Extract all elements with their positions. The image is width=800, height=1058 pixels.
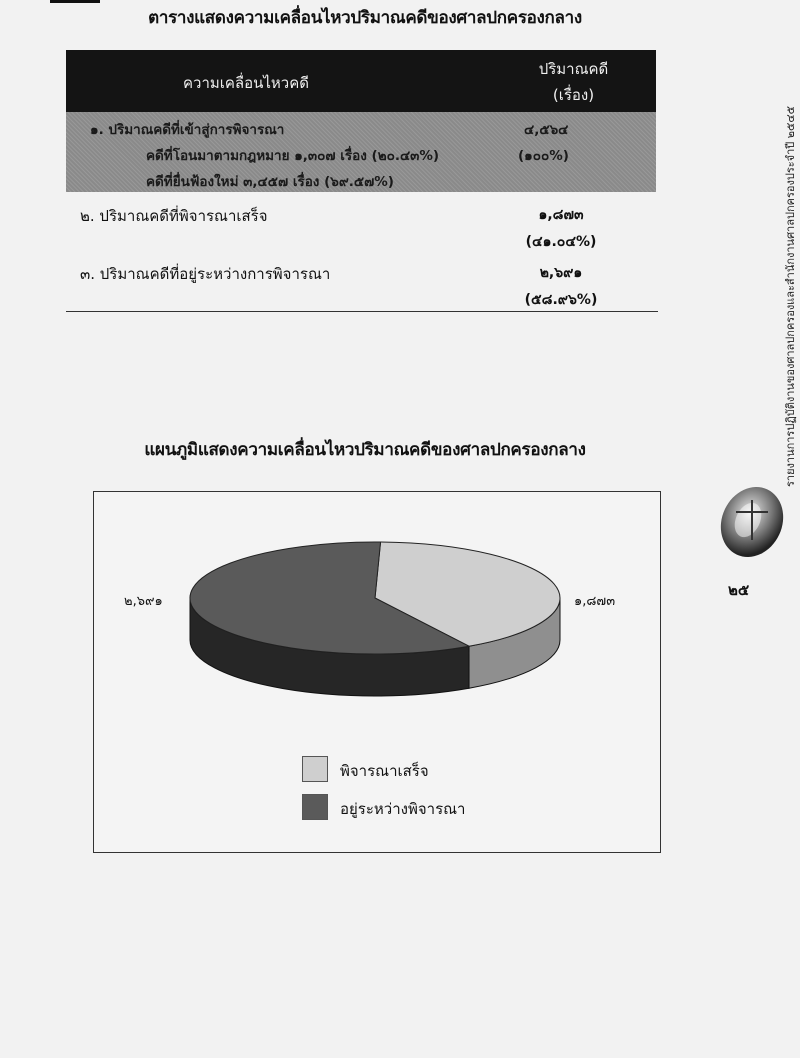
legend-label-completed: พิจารณาเสร็จ: [340, 762, 429, 780]
header-movement: ความเคลื่อนไหวคดี: [182, 74, 309, 92]
row3-pct: (๕๘.๙๖%): [524, 292, 598, 308]
row1-sub-new: คดีที่ยื่นฟ้องใหม่ ๓,๔๕๗ เรื่อง (๖๙.๕๗%): [146, 174, 394, 190]
table-header: [66, 50, 656, 112]
table-bottom-rule: [66, 311, 658, 312]
chart-title: แผนภูมิแสดงความเคลื่อนไหวปริมาณคดีของศาลปกครองกลาง: [144, 440, 586, 460]
pie-chart: [93, 491, 661, 853]
header-quantity: [486, 56, 661, 108]
header-quantity-label: ปริมาณคดี: [538, 60, 609, 78]
row2-pct: (๔๑.๐๔%): [525, 234, 597, 250]
row1-sub-transferred: คดีที่โอนมาตามกฎหมาย ๑,๓๐๗ เรื่อง (๒๐.๔๓%): [146, 148, 440, 164]
row1-label: ๑. ปริมาณคดีที่เข้าสู่การพิจารณา: [90, 122, 285, 138]
row2-label: ๒. ปริมาณคดีที่พิจารณาเสร็จ: [80, 207, 268, 225]
table-title: ตารางแสดงความเคลื่อนไหวปริมาณคดีของศาลปกครองกลาง: [148, 8, 582, 28]
row3-values: [486, 260, 636, 314]
legend-swatch-completed: [302, 756, 328, 782]
header-quantity-unit: (เรื่อง): [552, 86, 595, 104]
row1-pct: (๑๐๐%): [518, 148, 569, 164]
row1-value: ๔,๕๖๔: [524, 122, 569, 138]
pie-chart-svg: [94, 492, 660, 752]
table-row: [66, 112, 656, 192]
table-row: [66, 260, 656, 318]
row3-value: ๒,๖๙๑: [539, 265, 583, 281]
sidebar-report-title: รายงานการปฏิบัติงานของศาลปกครองและสำนักงานศาลปกครองประจำปี ๒๕๔๕: [784, 106, 797, 487]
legend-swatch-pending: [302, 794, 328, 820]
page-number: ๒๕: [728, 581, 750, 599]
data-label-pending: ๒,๖๙๑: [124, 594, 163, 609]
table-row: [66, 202, 656, 260]
data-label-completed: ๑,๘๗๓: [574, 594, 616, 609]
row3-label: ๓. ปริมาณคดีที่อยู่ระหว่างการพิจารณา: [80, 265, 331, 283]
row2-values: [486, 202, 636, 256]
legend-label-pending: อยู่ระหว่างพิจารณา: [340, 800, 466, 818]
movement-table: [66, 50, 656, 318]
row2-value: ๑,๘๗๓: [538, 207, 584, 223]
scales-emblem-icon: [718, 482, 786, 562]
top-rule: [50, 0, 100, 3]
